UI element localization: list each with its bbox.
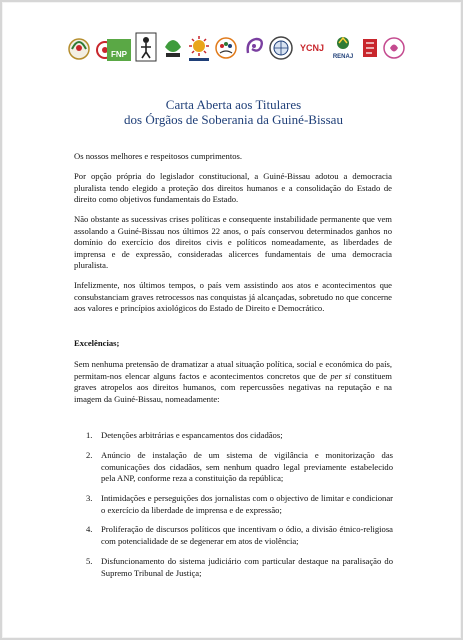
coat-of-arms-icon [66, 27, 92, 63]
italic-phrase: per si [330, 370, 351, 381]
list-item-number: 5. [86, 556, 93, 566]
letter-subtitle: dos Órgãos de Soberania da Guiné-Bissau [124, 112, 343, 127]
list-item: Detenções arbitrárias e espancamentos dos cidadãos; [101, 430, 283, 440]
list-item: Proliferação de discursos políticos que incentivam o ódio, a divisão étnico-religiosa com potencialidade de se degenerar em atos de violência; [101, 524, 393, 546]
list-item-number: 1. [86, 430, 93, 440]
paragraph-1: Por opção própria do legislador constitucional, a Guiné-Bissau adotou a democracia pluralista tendo elegido a proteção dos direitos humanos e a consolidação do Estado de direito como objetivos fundamentais do Estado. [74, 171, 392, 204]
list-item-number: 2. [86, 450, 93, 460]
svg-text:RENAJ: RENAJ [332, 54, 354, 60]
svg-text:YCNJ: YCNJ [299, 43, 325, 53]
svg-text:FNP: FNP [111, 50, 127, 59]
paragraph-4: Sem nenhuma pretensão de dramatizar a atual situação política, social e económica do país, permitam-nos elencar alguns factos e acontecimentos concretos que de per si constituem graves atropelos aos direitos humanos, com repercussões negativas na reputação e na imagem da Guiné-Bissau, nomeadamente: [74, 359, 392, 404]
list-item-number: 4. [86, 524, 93, 534]
sunburst-logo-icon [186, 27, 212, 63]
green-emblem-logo-icon [162, 27, 184, 63]
greeting: Os nossos melhores e respeitosos cumprimentos. [74, 151, 243, 161]
red-logo-icon [360, 27, 380, 63]
list-item: Anúncio de instalação de um sistema de vigilância e monitorização das comunicações dos cidadãos, sem nenhum quadro legal previamente estabelecido pela ANP, conforme reza a constituição da república; [101, 450, 393, 483]
renaj-logo-icon [329, 27, 357, 63]
list-item: Disfuncionamento do sistema judiciário com particular destaque na paralisação do Supremo Tribunal de Justiça; [101, 556, 393, 578]
list-item: Intimidações e perseguições dos jornalistas com o objectivo de limitar e condicionar o exercício da liberdade de imprensa e de expressão; [101, 493, 393, 515]
letter-title: Carta Aberta aos Titulares [165, 97, 302, 112]
fnp-logo-icon [106, 27, 132, 63]
people-circle-logo-icon [214, 27, 238, 63]
walking-figure-logo-icon [134, 27, 158, 63]
paragraph-2: Não obstante as sucessivas crises políticas e consequente instabilidade permanente que vem assolando a Guiné-Bissau nos últimos 22 anos, o país conservou determinados ganhos no domínio do exercício dos direitos civis e políticos nomeadamente, as liberdades de imprensa e de expressão, consideradas alicerces fundamentais de uma democracia pluralista. [74, 214, 392, 270]
logo-strip [66, 27, 406, 63]
list-item-number: 3. [86, 493, 93, 503]
section-heading: Excelências; [74, 338, 120, 348]
ycnj-logo-icon [297, 27, 327, 63]
paragraph-3: Infelizmente, nos últimos tempos, o país vem assistindo aos atos e acontecimentos que consubstanciam graves retrocessos nas conquistas já alcançadas, sobretudo no que concerne aos valores e princípios axiológicos do Estado de Direito e Democrático. [74, 280, 392, 313]
purple-swirl-logo-icon [242, 27, 266, 63]
globe-seal-logo-icon [268, 27, 294, 63]
pink-seal-logo-icon [382, 27, 406, 63]
